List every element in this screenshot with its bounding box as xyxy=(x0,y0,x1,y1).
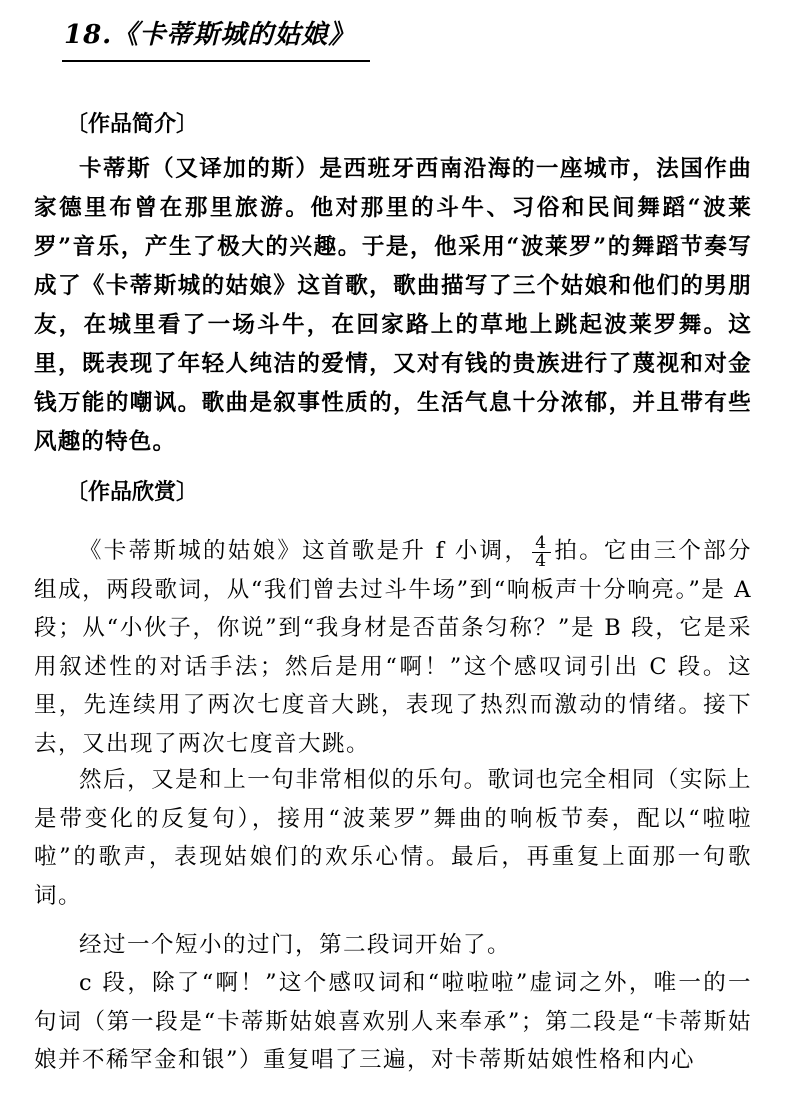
appreciation-paragraph-1-rest: 拍。它由三个部分组成，两段歌词，从“我们曾去过斗牛场”到“响板声十分响亮。”是 A 段；从“小伙子，你说”到“我身材是否苗条匀称？”是 B 段，它是采用叙述性的对话手法；然后是用“啊！”这个感叹词引出 C 段。这里，先连续用了两次七度音大跳，表现了热烈而激动的情绪。接下去，又出现了两次七度音大跳。 xyxy=(34,538,752,757)
title-underline xyxy=(62,60,370,62)
appreciation-paragraph-4: c 段，除了“啊！”这个感叹词和“啦啦啦”虚词之外，唯一的一句词（第一段是“卡蒂斯姑娘喜欢别人来奉承”；第二段是“卡蒂斯姑娘并不稀罕金和银”）重复唱了三遍，对卡蒂斯姑娘性格和内心 xyxy=(34,970,752,1073)
appreciation-paragraph-1-start: 《卡蒂斯城的姑娘》这首歌是升 f 小调， xyxy=(79,538,530,564)
time-signature xyxy=(532,532,550,571)
time-signature-denominator: 4 xyxy=(535,550,548,571)
intro-paragraph: 卡蒂斯（又译加的斯）是西班牙西南沿海的一座城市，法国作曲家德里布曾在那里旅游。他对那里的斗牛、习俗和民间舞蹈“波莱罗”音乐，产生了极大的兴趣。于是，他采用“波莱罗”的舞蹈节奏写成了《卡蒂斯城的姑娘》这首歌，歌曲描写了三个姑娘和他们的男朋友，在城里看了一场斗牛，在回家路上的草地上跳起波莱罗舞。这里，既表现了年轻人纯洁的爱情，又对有钱的贵族进行了蔑视和对金钱万能的嘲讽。歌曲是叙事性质的，生活气息十分浓郁，并且带有些风趣的特色。 xyxy=(34,156,752,455)
appreciation-paragraph-3: 经过一个短小的过门，第二段词开始了。 xyxy=(79,932,512,958)
page-title: 18.《卡蒂斯城的姑娘》 xyxy=(64,20,356,50)
section-heading-intro: 〔作品简介〕 xyxy=(66,112,199,137)
appreciation-paragraph-2: 然后，又是和上一句非常相似的乐句。歌词也完全相同（实际上是带变化的反复句），接用“波莱罗”舞曲的响板节奏，配以“啦啦啦”的歌声，表现姑娘们的欢乐心情。最后，再重复上面那一句歌词。 xyxy=(34,767,752,909)
appreciation-paragraph-1 xyxy=(34,532,752,763)
time-signature-numerator: 4 xyxy=(532,535,550,553)
section-heading-appreciation: 〔作品欣赏〕 xyxy=(66,480,199,505)
